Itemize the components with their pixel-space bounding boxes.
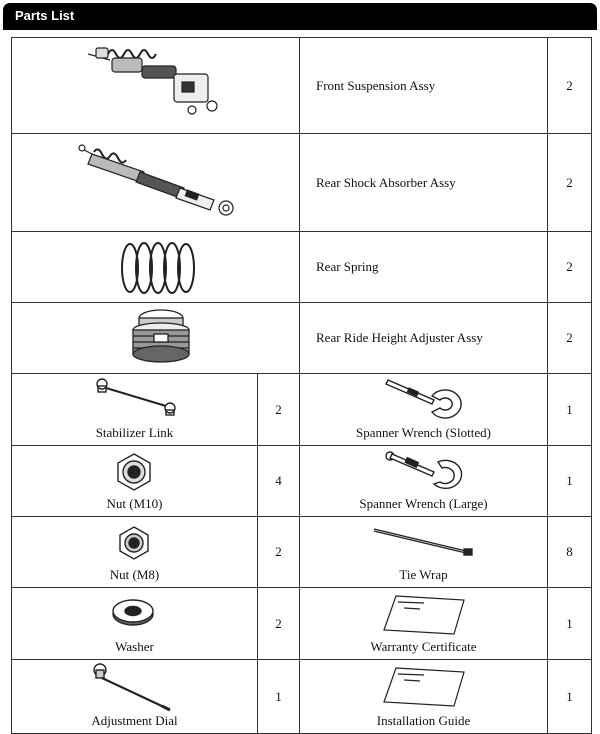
certificate-icon bbox=[380, 594, 470, 638]
part-image-cell bbox=[12, 303, 300, 374]
part-cell bbox=[12, 588, 258, 660]
part-image-cell bbox=[12, 232, 300, 303]
large-wrench-icon bbox=[382, 450, 472, 494]
part-image-cell bbox=[12, 38, 300, 134]
part-name: Adjustment Dial bbox=[91, 713, 178, 728]
part-name: Stabilizer Link bbox=[95, 425, 174, 440]
part-cell bbox=[300, 660, 548, 734]
tie-wrap-icon bbox=[370, 525, 480, 559]
adjustment-dial-icon bbox=[90, 662, 180, 714]
part-qty: 2 bbox=[258, 588, 300, 660]
part-cell bbox=[300, 446, 548, 517]
nut-m10-icon bbox=[114, 452, 154, 492]
table-row bbox=[12, 660, 592, 734]
part-name: Rear Shock Absorber Assy bbox=[300, 134, 548, 232]
part-qty: 2 bbox=[548, 38, 592, 134]
guide-booklet-icon bbox=[380, 666, 470, 710]
part-name: Rear Ride Height Adjuster Assy bbox=[300, 303, 548, 374]
washer-icon bbox=[110, 598, 156, 628]
part-name: Spanner Wrench (Large) bbox=[359, 496, 488, 511]
stabilizer-link-icon bbox=[92, 376, 182, 416]
part-name: Nut (M8) bbox=[109, 567, 160, 582]
nut-m8-icon bbox=[116, 525, 152, 561]
part-name: Tie Wrap bbox=[399, 567, 448, 582]
part-name: Installation Guide bbox=[376, 713, 471, 728]
table-row bbox=[12, 134, 592, 232]
part-cell bbox=[12, 374, 258, 446]
table-row bbox=[12, 374, 592, 446]
slotted-wrench-icon bbox=[382, 378, 472, 422]
table-row bbox=[12, 446, 592, 517]
part-cell bbox=[12, 446, 258, 517]
part-qty: 1 bbox=[548, 660, 592, 734]
table-row bbox=[12, 38, 592, 134]
part-qty: 1 bbox=[548, 374, 592, 446]
rear-spring-icon bbox=[118, 238, 198, 298]
part-name: Nut (M10) bbox=[106, 496, 163, 511]
part-cell bbox=[12, 660, 258, 734]
rear-shock-absorber-icon bbox=[74, 142, 244, 222]
section-title: Parts List bbox=[15, 8, 75, 23]
part-qty: 2 bbox=[258, 374, 300, 446]
part-qty: 1 bbox=[548, 446, 592, 517]
part-qty: 2 bbox=[548, 134, 592, 232]
part-qty: 2 bbox=[548, 303, 592, 374]
part-qty: 2 bbox=[258, 517, 300, 588]
part-name: Spanner Wrench (Slotted) bbox=[356, 425, 491, 440]
part-qty: 4 bbox=[258, 446, 300, 517]
part-qty: 1 bbox=[258, 660, 300, 734]
part-name: Washer bbox=[115, 639, 154, 654]
table-row bbox=[12, 588, 592, 660]
table-row bbox=[12, 517, 592, 588]
part-cell bbox=[12, 517, 258, 588]
part-cell bbox=[300, 517, 548, 588]
front-suspension-icon bbox=[82, 44, 232, 124]
part-cell bbox=[300, 588, 548, 660]
table-row bbox=[12, 303, 592, 374]
ride-height-adjuster-icon bbox=[126, 306, 196, 372]
part-name: Rear Spring bbox=[300, 232, 548, 303]
part-qty: 2 bbox=[548, 232, 592, 303]
part-cell bbox=[300, 374, 548, 446]
part-name: Front Suspension Assy bbox=[300, 38, 548, 134]
table-row bbox=[12, 232, 592, 303]
section-header bbox=[3, 3, 597, 30]
part-qty: 1 bbox=[548, 588, 592, 660]
part-image-cell bbox=[12, 134, 300, 232]
parts-table bbox=[11, 37, 592, 734]
part-qty: 8 bbox=[548, 517, 592, 588]
part-name: Warranty Certificate bbox=[370, 639, 477, 654]
